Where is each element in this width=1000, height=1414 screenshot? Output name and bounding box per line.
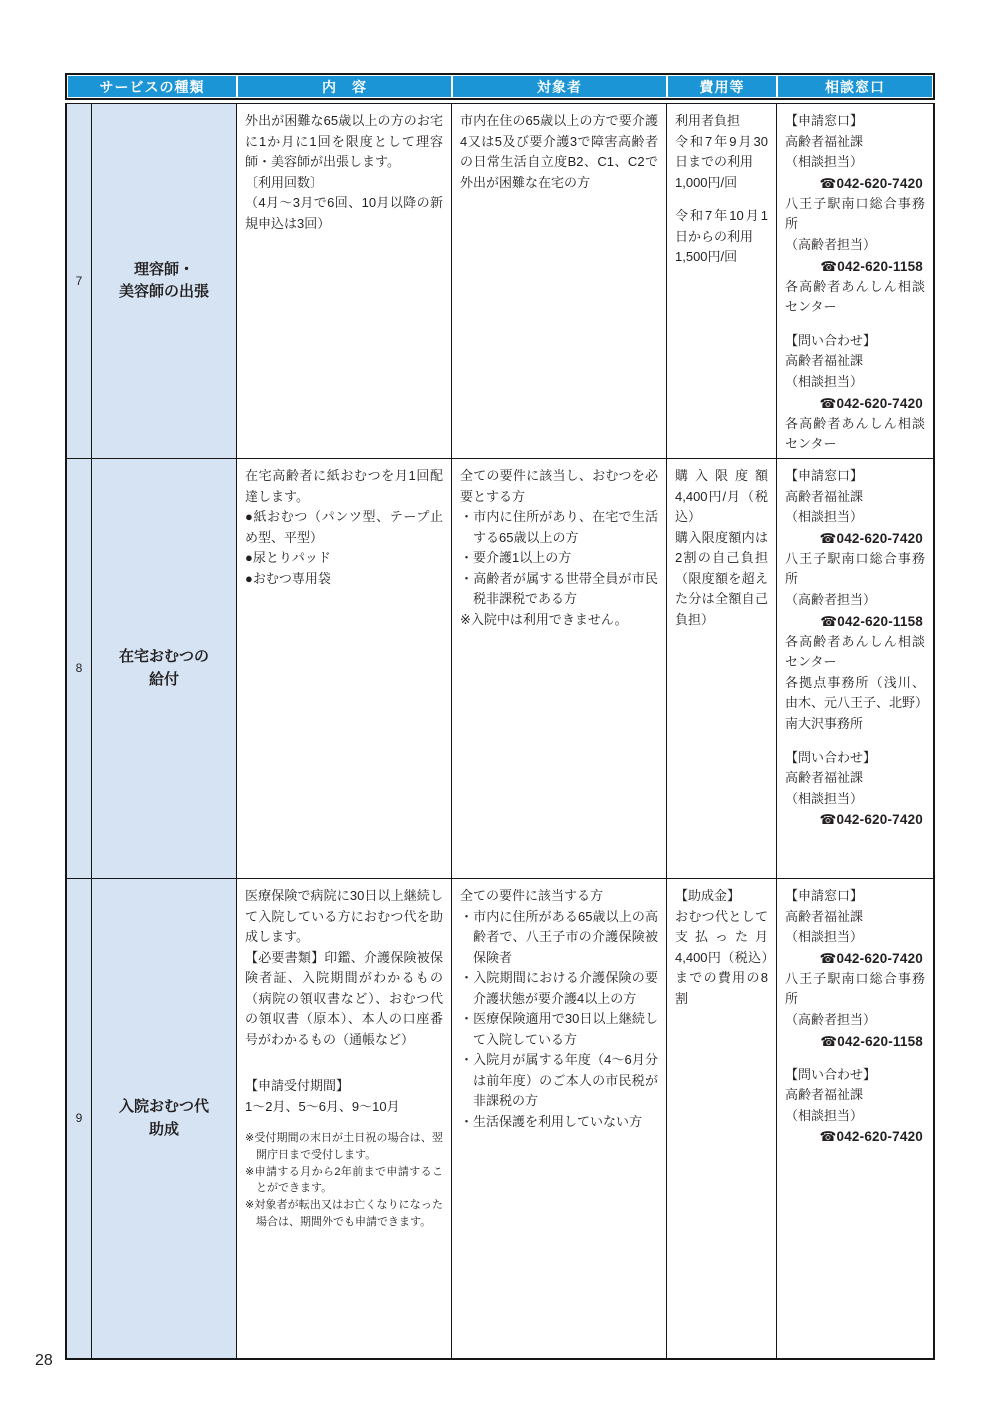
table-body — [65, 103, 935, 1360]
target-cell: 全ての要件に該当する方 ・市内に住所がある65歳以上の高齢者で、八王子市の介護保険被保険者 ・入院期間における介護保険の要介護状態が要介護4以上の方 ・医療保険適用で30日以上継続して入院している方 ・入院月が属する年度（4～6月分は前年度）のご本人の市民税が非課税の方 ・生活保護を利用していない方 — [452, 879, 667, 1358]
header-contact: 相談窓口 — [778, 76, 932, 97]
table-row-7 — [67, 104, 933, 459]
contact-cell: 【申請窓口】 高齢者福祉課 （相談担当） ☎042-620-7420 八王子駅南口総合事務所 （高齢者担当） ☎042-620-1158 【問い合わせ】 高齢者福祉課 （相談担当） ☎042-620-7420 — [785, 888, 925, 1145]
cost-cell: 購入限度額4,400円/月（税込） 購入限度額内は2割の自己負担（限度額を超えた分は全額自己負担） — [667, 459, 777, 878]
contact-cell: 【申請窓口】 高齢者福祉課 （相談担当） ☎042-620-7420 八王子駅南口総合事務所 （高齢者担当） ☎042-620-1158 各高齢者あんしん相談センター 【問い合わせ】 高齢者福祉課 （相談担当） ☎042-620-7420 各高齢者あんしん相談センター — [785, 113, 925, 452]
header-target: 対象者 — [453, 76, 666, 97]
service-name: 在宅おむつの 給付 — [92, 459, 237, 878]
cost-cell: 【助成金】 おむつ代として支払った月4,400円（税込）までの費用の8割 — [667, 879, 777, 1358]
table-header-row — [65, 73, 935, 100]
table-row-8 — [67, 459, 933, 879]
target-cell: 市内在住の65歳以上の方で要介護4又は5及び要介護3で障害高齢者の日常生活自立度B2、C1、C2で外出が困難な在宅の方 — [452, 104, 667, 458]
header-service-type: サービスの種類 — [68, 76, 236, 97]
services-table — [65, 73, 935, 1360]
header-content: 内 容 — [238, 76, 451, 97]
row-number: 9 — [67, 879, 92, 1358]
content-cell: 医療保険で病院に30日以上継続して入院している方におむつ代を助成します。 【必要書類】印鑑、介護保険被保険者証、入院期間がわかるもの（病院の領収書など）、おむつ代の領収書（原本）、本人の口座番号がわかるもの（通帳など） 【申請受付期間】 1～2月、5～6月、9～10月 ※受付期間の末日が土日祝の場合は、翌開庁日まで受付します。 ※申請する月から2年前まで申請することができます。 ※対象者が転出又はお亡くなりになった場合は、期間外でも申請できます。 — [237, 879, 452, 1358]
service-name: 入院おむつ代 助成 — [92, 879, 237, 1358]
table-row-9 — [67, 879, 933, 1358]
cost-cell: 利用者負担 令和7年9月30日までの利用 1,000円/回 令和7年10月1日からの利用 1,500円/回 — [667, 104, 777, 458]
row-number: 8 — [67, 459, 92, 878]
target-cell: 全ての要件に該当し、おむつを必要とする方 ・市内に住所があり、在宅で生活する65歳以上の方 ・要介護1以上の方 ・高齢者が属する世帯全員が市民税非課税である方 ※入院中は利用できません。 — [452, 459, 667, 878]
header-cost: 費用等 — [668, 76, 776, 97]
service-name: 理容師・ 美容師の出張 — [92, 104, 237, 458]
content-cell: 外出が困難な65歳以上の方のお宅に1か月に1回を限度として理容師・美容師が出張します。 〔利用回数〕 （4月～3月で6回、10月以降の新規申込は3回） — [237, 104, 452, 458]
row-number: 7 — [67, 104, 92, 458]
page-number: 28 — [35, 1352, 53, 1369]
contact-cell: 【申請窓口】 高齢者福祉課 （相談担当） ☎042-620-7420 八王子駅南口総合事務所 （高齢者担当） ☎042-620-1158 各高齢者あんしん相談センター 各拠点事務所（浅川、由木、元八王子、北野） 南大沢事務所 【問い合わせ】 高齢者福祉課 （相談担当） ☎042-620-7420 — [785, 468, 929, 828]
content-cell: 在宅高齢者に紙おむつを月1回配達します。 ●紙おむつ（パンツ型、テープ止め型、平型） ●尿とりパッド ●おむつ専用袋 — [237, 459, 452, 878]
